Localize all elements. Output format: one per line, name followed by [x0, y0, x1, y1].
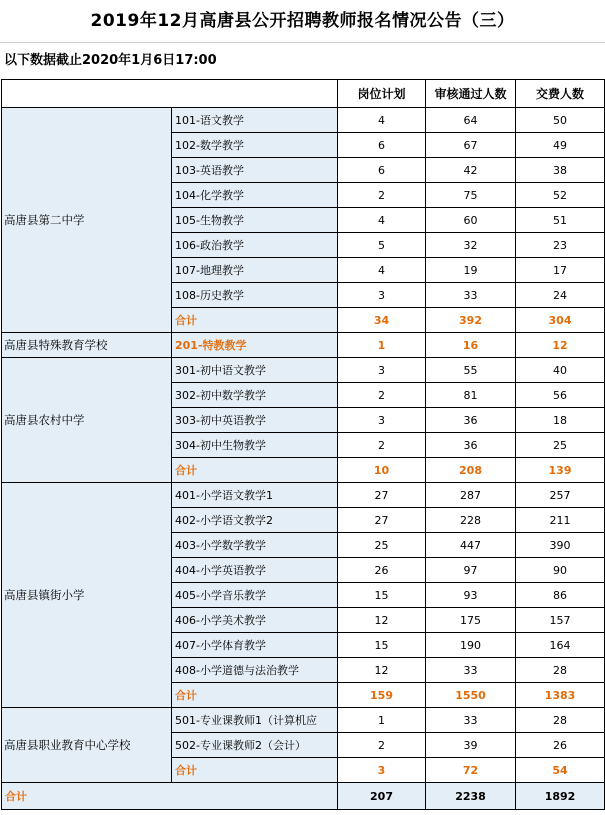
subtotal-label: 合计	[172, 683, 338, 708]
paid-count: 257	[516, 483, 605, 508]
subtotal-paid: 139	[516, 458, 605, 483]
paid-count: 51	[516, 208, 605, 233]
plan-count: 1	[338, 708, 426, 733]
position-name: 103-英语教学	[172, 158, 338, 183]
school-name: 高唐县农村中学	[2, 358, 172, 483]
approved-count: 36	[426, 408, 516, 433]
position-name: 403-小学数学教学	[172, 533, 338, 558]
data-cutoff-note: 以下数据截止2020年1月6日17:00	[4, 53, 217, 68]
plan-count: 5	[338, 233, 426, 258]
position-name: 104-化学教学	[172, 183, 338, 208]
plan-count: 27	[338, 483, 426, 508]
approved-count: 97	[426, 558, 516, 583]
paid-count: 23	[516, 233, 605, 258]
paid-count: 56	[516, 383, 605, 408]
plan-count: 2	[338, 183, 426, 208]
position-name: 401-小学语文教学1	[172, 483, 338, 508]
approved-count: 33	[426, 708, 516, 733]
subtotal-label: 合计	[172, 308, 338, 333]
subtotal-approved: 392	[426, 308, 516, 333]
subtotal-approved: 16	[426, 333, 516, 358]
subtotal-approved: 1550	[426, 683, 516, 708]
paid-count: 49	[516, 133, 605, 158]
approved-count: 447	[426, 533, 516, 558]
subtotal-plan: 3	[338, 758, 426, 783]
subtotal-approved: 72	[426, 758, 516, 783]
approved-count: 228	[426, 508, 516, 533]
plan-count: 12	[338, 608, 426, 633]
plan-count: 15	[338, 633, 426, 658]
subtotal-approved: 208	[426, 458, 516, 483]
plan-count: 4	[338, 258, 426, 283]
grand-total-approved: 2238	[426, 783, 516, 810]
position-name: 108-历史教学	[172, 283, 338, 308]
subtotal-plan: 34	[338, 308, 426, 333]
paid-count: 164	[516, 633, 605, 658]
position-name: 302-初中数学教学	[172, 383, 338, 408]
subtotal-plan: 1	[338, 333, 426, 358]
approved-count: 93	[426, 583, 516, 608]
approved-count: 33	[426, 658, 516, 683]
plan-count: 3	[338, 358, 426, 383]
paid-count: 25	[516, 433, 605, 458]
position-name: 102-数学教学	[172, 133, 338, 158]
grand-total-paid: 1892	[516, 783, 605, 810]
approved-count: 81	[426, 383, 516, 408]
page-title: 2019年12月高唐县公开招聘教师报名情况公告（三）	[0, 0, 605, 43]
position-name: 303-初中英语教学	[172, 408, 338, 433]
school-name: 高唐县特殊教育学校	[2, 333, 172, 358]
paid-count: 28	[516, 708, 605, 733]
position-name: 501-专业课教师1（计算机应	[172, 708, 338, 733]
approved-count: 32	[426, 233, 516, 258]
approved-count: 175	[426, 608, 516, 633]
school-name: 高唐县镇街小学	[2, 483, 172, 708]
position-name: 405-小学音乐教学	[172, 583, 338, 608]
grand-total-row	[2, 783, 605, 810]
position-name: 301-初中语文教学	[172, 358, 338, 383]
paid-count: 26	[516, 733, 605, 758]
header-blank	[2, 80, 338, 108]
table-row	[2, 708, 605, 733]
grand-total-plan: 207	[338, 783, 426, 810]
position-name: 406-小学美术教学	[172, 608, 338, 633]
paid-count: 40	[516, 358, 605, 383]
plan-count: 2	[338, 433, 426, 458]
approved-count: 39	[426, 733, 516, 758]
school-name: 高唐县第二中学	[2, 108, 172, 333]
subtotal-paid: 54	[516, 758, 605, 783]
approved-count: 190	[426, 633, 516, 658]
paid-count: 50	[516, 108, 605, 133]
position-name: 402-小学语文教学2	[172, 508, 338, 533]
approved-count: 287	[426, 483, 516, 508]
approved-count: 67	[426, 133, 516, 158]
grand-total-label: 合计	[2, 783, 338, 810]
subtotal-label: 合计	[172, 758, 338, 783]
approved-count: 33	[426, 283, 516, 308]
approved-count: 60	[426, 208, 516, 233]
table-row	[2, 483, 605, 508]
paid-count: 157	[516, 608, 605, 633]
plan-count: 6	[338, 133, 426, 158]
position-name: 407-小学体育教学	[172, 633, 338, 658]
plan-count: 4	[338, 208, 426, 233]
paid-count: 24	[516, 283, 605, 308]
approved-count: 64	[426, 108, 516, 133]
paid-count: 86	[516, 583, 605, 608]
subtotal-paid: 1383	[516, 683, 605, 708]
paid-count: 90	[516, 558, 605, 583]
registration-table	[1, 79, 605, 810]
paid-count: 28	[516, 658, 605, 683]
paid-count: 38	[516, 158, 605, 183]
header-approved: 审核通过人数	[426, 80, 516, 108]
plan-count: 3	[338, 283, 426, 308]
paid-count: 17	[516, 258, 605, 283]
subtotal-paid: 12	[516, 333, 605, 358]
plan-count: 2	[338, 383, 426, 408]
subtotal-label: 201-特教教学	[172, 333, 338, 358]
approved-count: 55	[426, 358, 516, 383]
table-row	[2, 108, 605, 133]
header-row	[2, 80, 605, 108]
plan-count: 26	[338, 558, 426, 583]
approved-count: 19	[426, 258, 516, 283]
plan-count: 27	[338, 508, 426, 533]
plan-count: 15	[338, 583, 426, 608]
header-plan: 岗位计划	[338, 80, 426, 108]
school-name: 高唐县职业教育中心学校	[2, 708, 172, 783]
subtotal-plan: 159	[338, 683, 426, 708]
subtotal-label: 合计	[172, 458, 338, 483]
paid-count: 18	[516, 408, 605, 433]
plan-count: 25	[338, 533, 426, 558]
header-paid: 交费人数	[516, 80, 605, 108]
paid-count: 211	[516, 508, 605, 533]
position-name: 404-小学英语教学	[172, 558, 338, 583]
subtotal-row	[2, 333, 605, 358]
position-name: 408-小学道德与法治教学	[172, 658, 338, 683]
approved-count: 42	[426, 158, 516, 183]
plan-count: 6	[338, 158, 426, 183]
table-row	[2, 358, 605, 383]
plan-count: 4	[338, 108, 426, 133]
position-name: 106-政治教学	[172, 233, 338, 258]
subtotal-paid: 304	[516, 308, 605, 333]
position-name: 107-地理教学	[172, 258, 338, 283]
table-body	[2, 80, 605, 810]
paid-count: 390	[516, 533, 605, 558]
plan-count: 3	[338, 408, 426, 433]
approved-count: 75	[426, 183, 516, 208]
position-name: 101-语文教学	[172, 108, 338, 133]
plan-count: 12	[338, 658, 426, 683]
position-name: 502-专业课教师2（会计）	[172, 733, 338, 758]
approved-count: 36	[426, 433, 516, 458]
plan-count: 2	[338, 733, 426, 758]
position-name: 105-生物教学	[172, 208, 338, 233]
paid-count: 52	[516, 183, 605, 208]
position-name: 304-初中生物教学	[172, 433, 338, 458]
subtotal-plan: 10	[338, 458, 426, 483]
